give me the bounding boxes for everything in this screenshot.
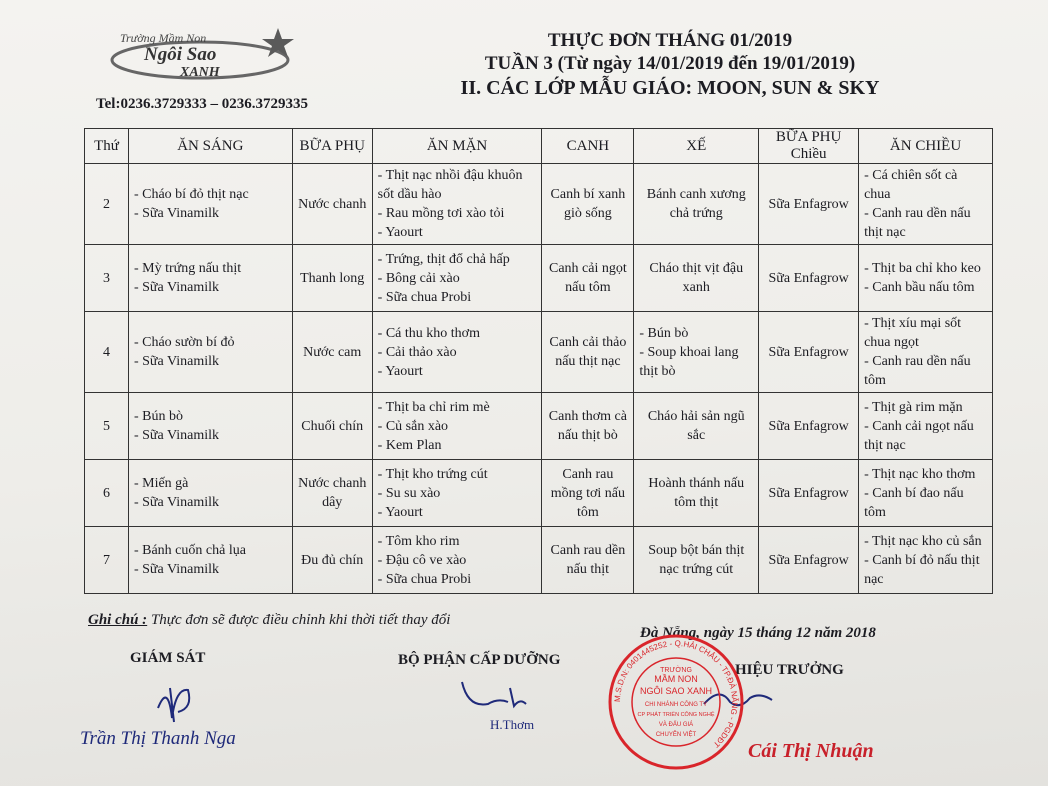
breakfast-cell-item: - Sữa Vinamilk (133, 562, 220, 577)
dinner-cell-item: - Canh bầu nấu tôm (864, 280, 975, 295)
table-row (85, 527, 993, 594)
supervisor-name: Trần Thị Thanh Nga (80, 728, 236, 749)
main-dish-cell-item: - Su su xào (377, 485, 441, 501)
afternoon-snack-cell: Cháo hải sản ngũ sắc (634, 393, 759, 460)
dinner-cell (859, 527, 993, 594)
main-dish-cell (372, 527, 542, 594)
main-dish-cell-item: - Cá thu kho thơm (377, 325, 480, 341)
dinner-cell-item: - Canh bí đỏ nấu thịt nạc (864, 552, 980, 587)
breakfast-cell-item: - Mỳ trứng nấu thịt (133, 261, 242, 276)
dinner-cell-item: - Thịt nạc kho thơm (864, 466, 976, 482)
header-cell: ĂN SÁNG (128, 129, 292, 164)
table-row (85, 245, 993, 312)
breakfast-cell-item: - Bún bò (133, 409, 183, 424)
main-dish-cell-item: - Sữa chua Probi (377, 571, 472, 587)
dinner-cell-item: - Thịt ba chỉ kho keo (864, 261, 981, 276)
day-cell: 7 (85, 527, 129, 594)
breakfast-cell (128, 460, 292, 527)
header-cell: XẾ (634, 129, 759, 164)
dinner-cell-item: - Canh rau dền nấu tôm (864, 354, 971, 388)
main-dish-cell-item: - Thịt kho trứng cút (377, 466, 488, 482)
main-dish-cell-item: - Yaourt (377, 363, 423, 379)
menu-table (84, 128, 993, 594)
afternoon-snack-cell: Cháo thịt vịt đậu xanh (634, 245, 759, 312)
stamp-line: TRƯỜNG (660, 667, 692, 674)
breakfast-cell (128, 164, 292, 245)
svg-text:Ngôi Sao: Ngôi Sao (144, 44, 217, 65)
breakfast-cell (128, 312, 292, 393)
document-date: Đà Nẵng, ngày 15 tháng 12 năm 2018 (640, 625, 876, 641)
snack-cell: Nước chanh (292, 164, 372, 245)
breakfast-cell (128, 245, 292, 312)
day-cell: 5 (85, 393, 129, 460)
svg-text:XANH: XANH (180, 65, 220, 80)
main-dish-cell-item: - Bông cải xào (377, 270, 460, 286)
main-dish-cell (372, 164, 542, 245)
afternoon-drink-cell: Sữa Enfagrow (759, 460, 859, 527)
kitchen-signature (458, 678, 548, 718)
main-dish-cell-item: - Tôm kho rim (377, 533, 460, 549)
main-dish-cell-item: - Củ sắn xào (377, 418, 449, 434)
day-cell: 4 (85, 312, 129, 393)
afternoon-drink-cell: Sữa Enfagrow (759, 312, 859, 393)
svg-text:M.S.D.N: 0401445252 - Q.HẢI CH: M.S.D.N: 0401445252 - Q.HẢI CHÂU - TP.ĐÀ NẴNG - PGDĐT (612, 638, 740, 750)
breakfast-cell-item: - Cháo sườn bí đỏ (133, 335, 235, 350)
stamp-line: MẦM NON (654, 674, 698, 684)
week-title: TUẦN 3 (Từ ngày 14/01/2019 đến 19/01/2019) (484, 53, 856, 74)
note-label: Ghi chú : (88, 612, 148, 628)
svg-text:Trường Mầm Non: Trường Mầm Non (120, 31, 207, 45)
stamp-line: CHUYÊN VIỆT (655, 732, 697, 738)
stamp-line: NGÔI SAO XANH (639, 686, 713, 696)
kitchen-name: H.Thơm (490, 717, 535, 732)
afternoon-snack-cell: Hoành thánh nấu tôm thịt (634, 460, 759, 527)
table-row (85, 393, 993, 460)
stamp-line: CP PHÁT TRIỂN CÔNG NGHỆ (637, 712, 715, 718)
main-dish-cell-item: - Kem Plan (377, 437, 442, 453)
main-dish-cell-item: - Đậu cô ve xào (377, 552, 467, 568)
main-dish-cell (372, 245, 542, 312)
note (88, 612, 450, 629)
main-dish-cell-item: - Thịt ba chỉ rim mè (377, 399, 490, 415)
breakfast-cell-item: - Sữa Vinamilk (133, 280, 220, 295)
soup-cell: Canh bí xanh giò sống (542, 164, 634, 245)
dinner-cell-item: - Thịt xíu mại sốt chua ngọt (864, 316, 962, 350)
dinner-cell (859, 245, 993, 312)
dinner-cell-item: - Thịt nạc kho củ sắn (864, 533, 982, 549)
header-cell: ĂN MẶN (372, 129, 542, 164)
afternoon-drink-cell: Sữa Enfagrow (759, 527, 859, 594)
afternoon-drink-cell: Sữa Enfagrow (759, 245, 859, 312)
soup-cell: Canh cải thảo nấu thịt nạc (542, 312, 634, 393)
stamp-line: CHI NHÁNH CÔNG TY (644, 702, 708, 708)
soup-cell: Canh thơm cà nấu thịt bò (542, 393, 634, 460)
breakfast-cell (128, 527, 292, 594)
dinner-cell (859, 312, 993, 393)
snack-cell: Chuối chín (292, 393, 372, 460)
dinner-cell (859, 164, 993, 245)
dinner-cell (859, 393, 993, 460)
day-cell: 2 (85, 164, 129, 245)
breakfast-cell-item: - Bánh cuốn chả lụa (133, 543, 246, 558)
stamp-line: VÀ ĐẤU GIÁ (658, 722, 694, 728)
snack-cell: Nước cam (292, 312, 372, 393)
afternoon-drink-cell: Sữa Enfagrow (759, 164, 859, 245)
main-dish-cell-item: - Yaourt (377, 504, 423, 520)
breakfast-cell (128, 393, 292, 460)
table-row (85, 460, 993, 527)
principal-name: Cái Thị Nhuận (748, 740, 874, 762)
soup-cell: Canh cải ngọt nấu tôm (542, 245, 634, 312)
principal-title: HIỆU TRƯỞNG (735, 662, 844, 678)
main-dish-cell-item: - Trứng, thịt đổ chả hấp (377, 251, 510, 267)
main-dish-cell-item: - Rau mồng tơi xào tỏi (377, 206, 505, 221)
header-cell: Thứ (85, 129, 129, 164)
breakfast-cell-item: - Miến gà (133, 476, 189, 491)
telephone: Tel:0236.3729333 – 0236.3729335 (96, 96, 308, 112)
main-dish-cell (372, 393, 542, 460)
table-header-row (85, 129, 993, 164)
main-dish-cell (372, 460, 542, 527)
afternoon-snack-cell: Soup bột bán thịt nạc trứng cút (634, 527, 759, 594)
day-cell: 6 (85, 460, 129, 527)
note-text: Thực đơn sẽ được điều chỉnh khi thời tiết thay đổi (147, 612, 451, 628)
dinner-cell (859, 460, 993, 527)
breakfast-cell-item: - Cháo bí đỏ thịt nạc (133, 187, 249, 202)
main-dish-cell (372, 312, 542, 393)
breakfast-cell-item: - Sữa Vinamilk (133, 495, 220, 510)
afternoon-snack-cell: Bánh canh xương chả trứng (634, 164, 759, 245)
header-cell: BỮA PHỤ (292, 129, 372, 164)
dinner-cell-item: - Canh rau dền nấu thịt nạc (864, 206, 971, 240)
menu-title: THỰC ĐƠN THÁNG 01/2019 (547, 30, 793, 51)
main-dish-cell-item: - Cải thảo xào (377, 344, 457, 360)
official-stamp (606, 632, 746, 772)
dinner-cell-item: - Canh cải ngọt nấu thịt nạc (864, 418, 974, 453)
table-row (85, 312, 993, 393)
breakfast-cell-item: - Sữa Vinamilk (133, 206, 220, 221)
kitchen-title: BỘ PHẬN CẤP DƯỠNG (398, 652, 561, 668)
snack-cell: Thanh long (292, 245, 372, 312)
snack-cell: Đu đủ chín (292, 527, 372, 594)
main-dish-cell-item: - Yaourt (377, 225, 423, 240)
header-cell: BỮA PHỤ Chiều (759, 129, 859, 164)
soup-cell: Canh rau dền nấu thịt (542, 527, 634, 594)
snack-cell: Nước chanh dây (292, 460, 372, 527)
supervisor-title: GIÁM SÁT (130, 650, 206, 666)
supervisor-signature (148, 678, 208, 728)
class-title: II. CÁC LỚP MẪU GIÁO: MOON, SUN & SKY (460, 77, 880, 99)
dinner-cell-item: - Thịt gà rim mặn (864, 399, 963, 415)
day-cell: 3 (85, 245, 129, 312)
main-dish-cell-item: - Sữa chua Probi (377, 289, 472, 305)
breakfast-cell-item: - Sữa Vinamilk (133, 428, 220, 443)
main-dish-cell-item: - Thịt nạc nhồi đậu khuôn sốt dầu hào (377, 168, 523, 202)
dinner-cell-item: - Cá chiên sốt cà chua (864, 168, 958, 202)
afternoon-snack-cell: - Bún bò - Soup khoai lang thịt bò (634, 312, 759, 393)
afternoon-drink-cell: Sữa Enfagrow (759, 393, 859, 460)
dinner-cell-item: - Canh bí đao nấu tôm (864, 485, 964, 520)
school-logo (108, 22, 308, 84)
breakfast-cell-item: - Sữa Vinamilk (133, 354, 220, 369)
header-cell: CANH (542, 129, 634, 164)
header-cell: ĂN CHIỀU (859, 129, 993, 164)
soup-cell: Canh rau mồng tơi nấu tôm (542, 460, 634, 527)
table-row (85, 164, 993, 245)
